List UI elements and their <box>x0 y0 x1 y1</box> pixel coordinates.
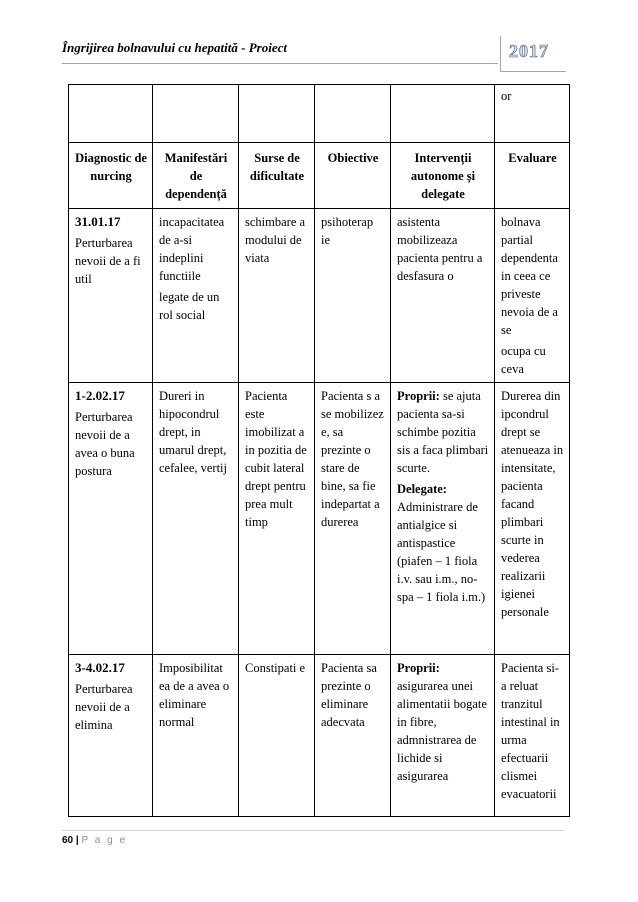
manifestari-cell: Dureri in hipocondrul drept, in umarul drept, cefalee, vertij <box>153 383 239 655</box>
diagnostic-text: Perturbarea nevoii de a elimina <box>75 682 133 732</box>
manifestari-cell <box>153 209 239 383</box>
obiective-cell: psihoterap ie <box>315 209 391 383</box>
surse-cell: Constipati e <box>239 655 315 817</box>
interventii-cell <box>391 655 495 817</box>
interventii-cell <box>391 383 495 655</box>
header-rule-right <box>500 71 566 72</box>
table-cell <box>69 85 153 143</box>
header-year: 2017 <box>509 41 549 61</box>
manifestari-text: incapacitatea de a-si indeplini functiile <box>159 215 225 283</box>
diagnostic-cell <box>69 383 153 655</box>
continued-text: or <box>501 89 512 103</box>
diagnostic-text: Perturbarea nevoii de a avea o buna postura <box>75 410 135 478</box>
manifestari-cell: Imposibilitat ea de a avea o eliminare normal <box>153 655 239 817</box>
table-header-row <box>69 143 570 209</box>
page-footer <box>62 835 127 846</box>
row-date: 1-2.02.17 <box>75 388 125 403</box>
row-date: 3-4.02.17 <box>75 660 125 675</box>
column-header-evaluare: Evaluare <box>495 143 570 209</box>
interventii-delegate-label: Delegate: <box>397 482 447 496</box>
table-cell <box>495 85 570 143</box>
header-divider <box>500 36 501 72</box>
evaluare-text: bolnava partial dependenta in ceea ce priveste nevoia de a se <box>501 215 558 337</box>
table-row <box>69 383 570 655</box>
table-row <box>69 209 570 383</box>
diagnostic-cell <box>69 209 153 383</box>
page-label: P a g e <box>81 835 128 846</box>
header-rule <box>62 63 498 64</box>
column-header-interventii: Intervenții autonome și delegate <box>391 143 495 209</box>
table-cell <box>391 85 495 143</box>
evaluare-cell: Durerea din ipcondrul drept se atenueaza in intensitate, pacienta facand plimbari scurte in vederea realizarii igienei personale <box>495 383 570 655</box>
interventii-proprii-label: Proprii: <box>397 661 440 675</box>
surse-cell: schimbare a modului de viata <box>239 209 315 383</box>
interventii-proprii-text: se ajuta pacienta sa-si schimbe pozitia sis a faca plimbari scurte. <box>397 389 489 475</box>
footer-separator: | <box>75 835 79 846</box>
surse-cell: Pacienta este imobilizat a in pozitia de cubit lateral drept pentru prea mult timp <box>239 383 315 655</box>
diagnostic-cell <box>69 655 153 817</box>
table-cell <box>315 85 391 143</box>
interventii-proprii-label: Proprii: <box>397 389 440 403</box>
evaluare-cell <box>495 209 570 383</box>
footer-rule <box>62 830 564 831</box>
column-header-diagnostic: Diagnostic de nurcing <box>69 143 153 209</box>
column-header-manifestari: Manifestări de dependență <box>153 143 239 209</box>
manifestari-text-continued: legate de un rol social <box>159 290 220 322</box>
document-title: Îngrijirea bolnavului cu hepatită - Proiect <box>62 40 287 55</box>
interventii-proprii-text: asigurarea unei alimentatii bogate in fibre, admnistrarea de lichide si asigurarea <box>397 679 487 783</box>
table-cell <box>239 85 315 143</box>
column-header-surse: Surse de dificultate <box>239 143 315 209</box>
obiective-cell: Pacienta sa prezinte o eliminare adecvata <box>315 655 391 817</box>
obiective-cell: Pacienta s a se mobilizez e, sa prezinte o stare de bine, sa fie indepartat a durerea <box>315 383 391 655</box>
column-header-obiective: Obiective <box>315 143 391 209</box>
diagnostic-text: Perturbarea nevoii de a fi util <box>75 236 141 286</box>
table-row <box>69 655 570 817</box>
nursing-care-table <box>68 84 570 817</box>
evaluare-cell: Pacienta si-a reluat tranzitul intestinal in urma efectuarii clismei evacuatorii <box>495 655 570 817</box>
row-date: 31.01.17 <box>75 214 121 229</box>
evaluare-text-continued: ocupa cu ceva <box>501 344 546 376</box>
page-number: 60 <box>62 835 74 846</box>
table-cell <box>153 85 239 143</box>
interventii-delegate-text: Administrare de antialgice si antispastice (piafen – 1 fiola i.v. sau i.m., no-spa – 1 fiola i.m.) <box>397 500 486 604</box>
interventii-text: asistenta mobilizeaza pacienta pentru a desfasura o <box>397 215 483 283</box>
interventii-cell <box>391 209 495 383</box>
table-row-continuation <box>69 85 570 143</box>
